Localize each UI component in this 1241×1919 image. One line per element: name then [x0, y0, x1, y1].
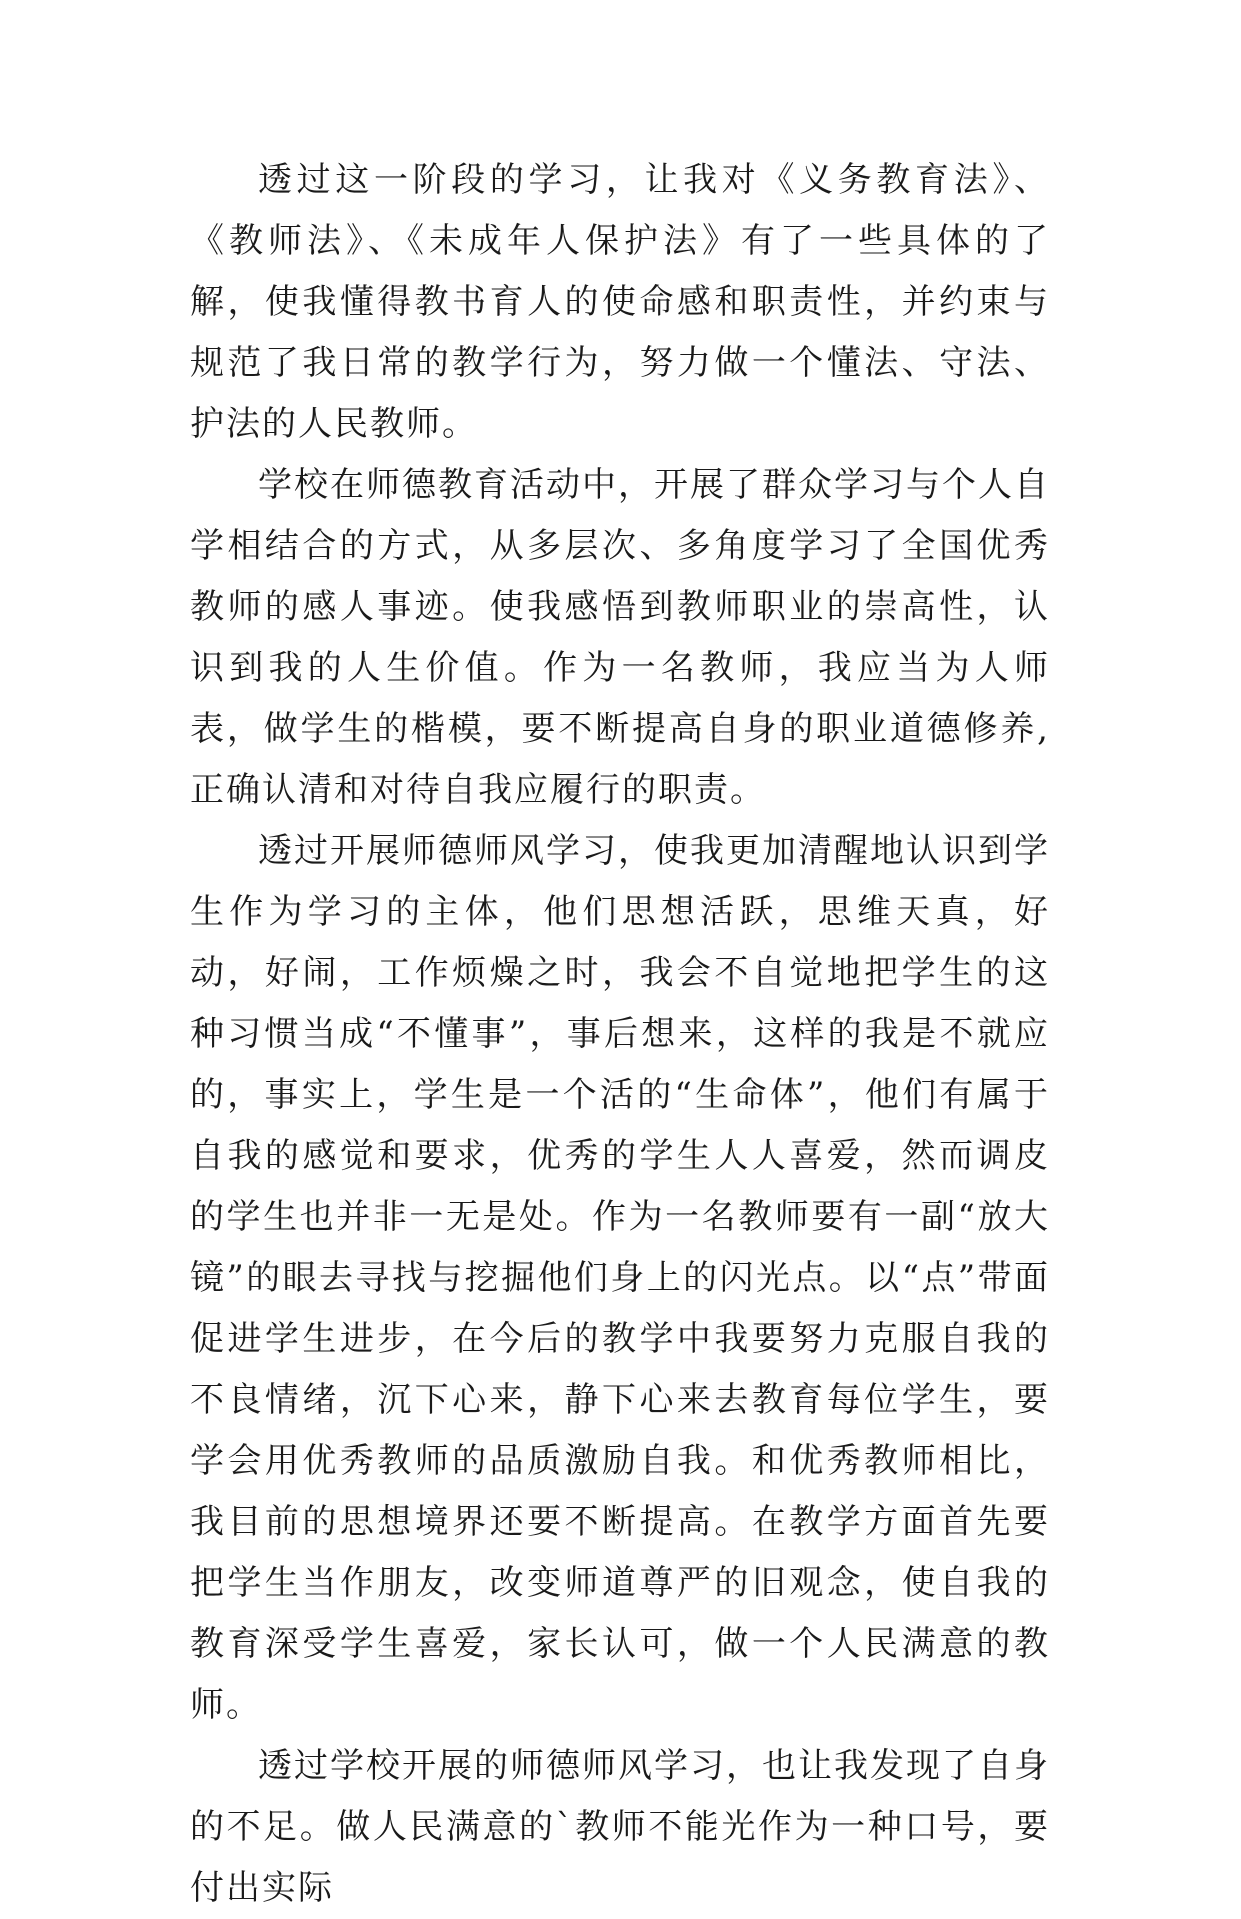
paragraph-3: 透过开展师德师风学习，使我更加清醒地认识到学生作为学习的主体，他们思想活跃，思维天真，好动，好闹，工作烦燥之时，我会不自觉地把学生的这种习惯当成“不懂事”，事后想来，这样的我是不就应的，事实上，学生是一个活的“生命体”，他们有属于自我的感觉和要求，优秀的学生人人喜爱，然而调皮的学生也并非一无是处。作为一名教师要有一副“放大镜”的眼去寻找与挖掘他们身上的闪光点。以“点”带面促进学生进步，在今后的教学中我要努力克服自我的不良情绪，沉下心来，静下心来去教育每位学生，要学会用优秀教师的品质激励自我。和优秀教师相比，我目前的思想境界还要不断提高。在教学方面首先要把学生当作朋友，改变师道尊严的旧观念，使自我的教育深受学生喜爱，家长认可，做一个人民满意的教师。: [190, 831, 1050, 1725]
paragraph-4: 透过学校开展的师德师风学习，也让我发现了自身的不足。做人民满意的`教师不能光作为一种口号，要付出实际: [190, 1746, 1050, 1908]
document-body: [190, 150, 1050, 1919]
paragraph-1: 透过这一阶段的学习，让我对《义务教育法》、《教师法》、《未成年人保护法》有了一些具体的了解，使我懂得教书育人的使命感和职责性，并约束与规范了我日常的教学行为，努力做一个懂法、守法、护法的人民教师。: [190, 160, 1050, 444]
paragraph-2: 学校在师德教育活动中，开展了群众学习与个人自学相结合的方式，从多层次、多角度学习了全国优秀教师的感人事迹。使我感悟到教师职业的崇高性，认识到我的人生价值。作为一名教师，我应当为人师表，做学生的楷模，要不断提高自身的职业道德修养,正确认清和对待自我应履行的职责。: [190, 465, 1050, 810]
